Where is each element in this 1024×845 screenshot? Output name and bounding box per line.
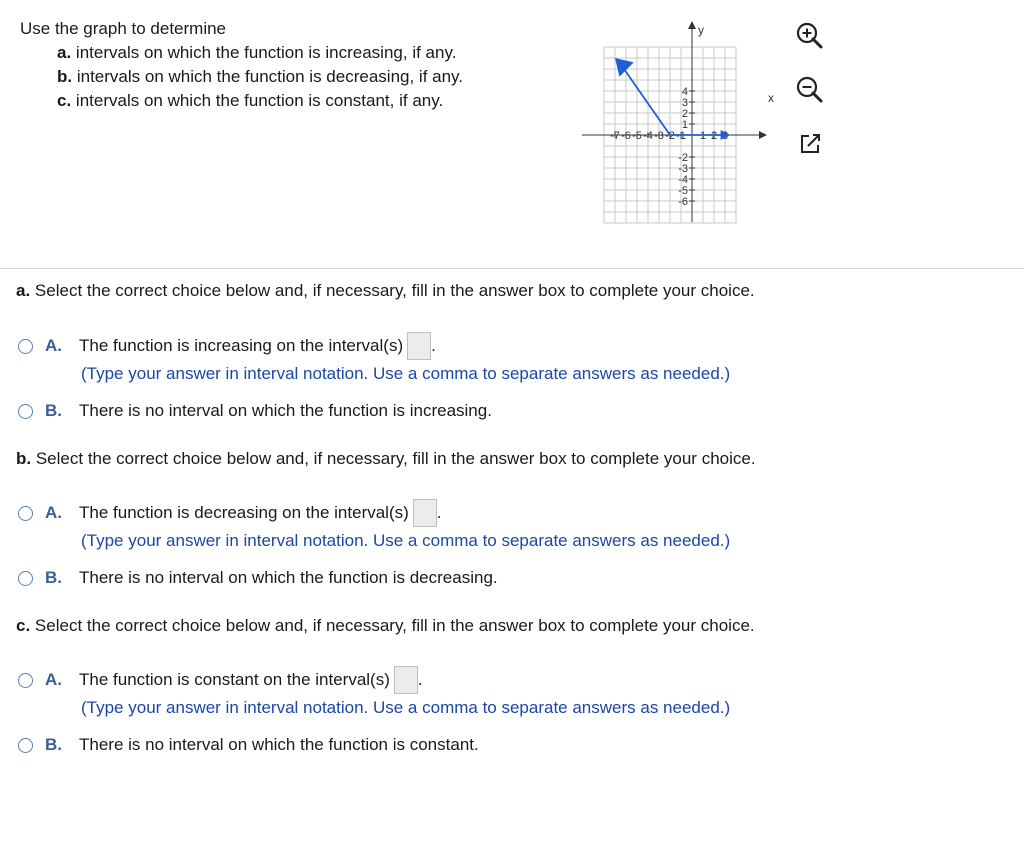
part-prompt-text: Select the correct choice below and, if necessary, fill in the answer box to complete your choice. [35, 449, 756, 468]
y-axis-arrow [688, 21, 696, 29]
part-label: b. [16, 449, 32, 468]
part-b-choice-a[interactable]: A. The function is decreasing on the interval(s) . [18, 499, 442, 527]
function-graph [560, 18, 780, 240]
zoom-in-button[interactable] [792, 18, 828, 54]
choice-text: The function is constant on the interval(s) [79, 670, 390, 689]
intro-item-c [20, 89, 463, 113]
part-b-choice-b[interactable] [18, 568, 498, 588]
x-tick-label: 2 [710, 130, 718, 142]
answer-box[interactable] [407, 332, 431, 360]
intro-title: Use the graph to determine [20, 19, 227, 38]
answer-box[interactable] [413, 499, 437, 527]
part-a-hint: (Type your answer in interval notation. Use a comma to separate answers as needed.) [81, 364, 731, 383]
x-axis-label: x [768, 91, 774, 105]
intro-item-text: intervals on which the function is increasing, if any. [75, 43, 457, 62]
answer-box[interactable] [394, 666, 418, 694]
choice-text: The function is increasing on the interval(s) [79, 336, 404, 355]
choice-letter: A. [45, 503, 62, 522]
radio-button[interactable] [18, 506, 33, 521]
intro-item-letter: c. [57, 91, 72, 110]
part-label: c. [16, 616, 31, 635]
part-a-choice-a[interactable]: A. The function is increasing on the interval(s) . [18, 332, 436, 360]
left-arrowhead [615, 58, 634, 77]
choice-letter: A. [45, 670, 62, 689]
x-tick-label: -7 [610, 130, 620, 142]
part-prompt-text: Select the correct choice below and, if necessary, fill in the answer box to complete your choice. [34, 616, 755, 635]
choice-text: The function is decreasing on the interval(s) [79, 503, 409, 522]
x-tick-label: -2 [665, 130, 675, 142]
intro-item-letter: a. [57, 43, 72, 62]
x-tick-label: -5 [632, 130, 642, 142]
intro-item-letter: b. [57, 67, 73, 86]
part-a-choice-b[interactable] [18, 401, 492, 421]
zoom-out-button[interactable] [792, 72, 828, 108]
open-graph-window-button[interactable] [792, 126, 828, 162]
intro-item-b [20, 65, 463, 89]
x-tick-label: -4 [643, 130, 653, 142]
y-axis-label: y [698, 23, 704, 37]
y-tick-label: 3 [681, 97, 688, 109]
y-tick-label: -6 [678, 196, 688, 208]
part-b-hint: (Type your answer in interval notation. Use a comma to separate answers as needed.) [81, 531, 731, 550]
radio-button[interactable] [18, 673, 33, 688]
x-tick-label: 1 [699, 130, 707, 142]
part-prompt-text: Select the correct choice below and, if necessary, fill in the answer box to complete your choice. [34, 281, 755, 300]
part-c-choice-a[interactable]: A. The function is constant on the interval(s) . [18, 666, 423, 694]
radio-button[interactable] [18, 571, 33, 586]
zoom-out-icon [792, 72, 828, 108]
y-tick-label: -4 [678, 174, 688, 186]
intro-item-a [20, 41, 463, 65]
part-label: a. [16, 281, 31, 300]
radio-button[interactable] [18, 738, 33, 753]
y-tick-label: 2 [681, 108, 688, 120]
open-new-window-icon [792, 126, 828, 162]
function-curve [615, 58, 731, 140]
part-c-choice-b[interactable] [18, 735, 479, 755]
y-tick-label: -2 [678, 152, 688, 164]
part-c-hint: (Type your answer in interval notation. Use a comma to separate answers as needed.) [81, 698, 731, 717]
part-b-prompt [16, 449, 756, 469]
y-tick-label: 4 [681, 86, 688, 98]
x-tick-label: -3 [654, 130, 664, 142]
x-tick-label: -6 [621, 130, 631, 142]
choice-letter: B. [45, 735, 62, 754]
problem-statement [20, 17, 463, 113]
x-tick-labels [610, 130, 728, 142]
radio-button[interactable] [18, 404, 33, 419]
part-c-prompt [16, 616, 755, 636]
zoom-in-icon [792, 18, 828, 54]
radio-button[interactable] [18, 339, 33, 354]
choice-letter: B. [45, 401, 62, 420]
choice-text: There is no interval on which the function is increasing. [79, 401, 492, 420]
section-divider [0, 268, 1024, 269]
x-axis-arrow [759, 131, 767, 139]
y-tick-label: -5 [678, 185, 688, 197]
intro-item-text: intervals on which the function is decreasing, if any. [76, 67, 464, 86]
choice-letter: B. [45, 568, 62, 587]
y-tick-label: 1 [681, 119, 688, 131]
x-tick-label: -1 [676, 130, 686, 142]
y-tick-label: -3 [678, 163, 688, 175]
part-a-prompt [16, 281, 755, 301]
choice-letter: A. [45, 336, 62, 355]
choice-text: There is no interval on which the function is decreasing. [79, 568, 498, 587]
intro-item-text: intervals on which the function is constant, if any. [75, 91, 444, 110]
choice-text: There is no interval on which the function is constant. [79, 735, 479, 754]
